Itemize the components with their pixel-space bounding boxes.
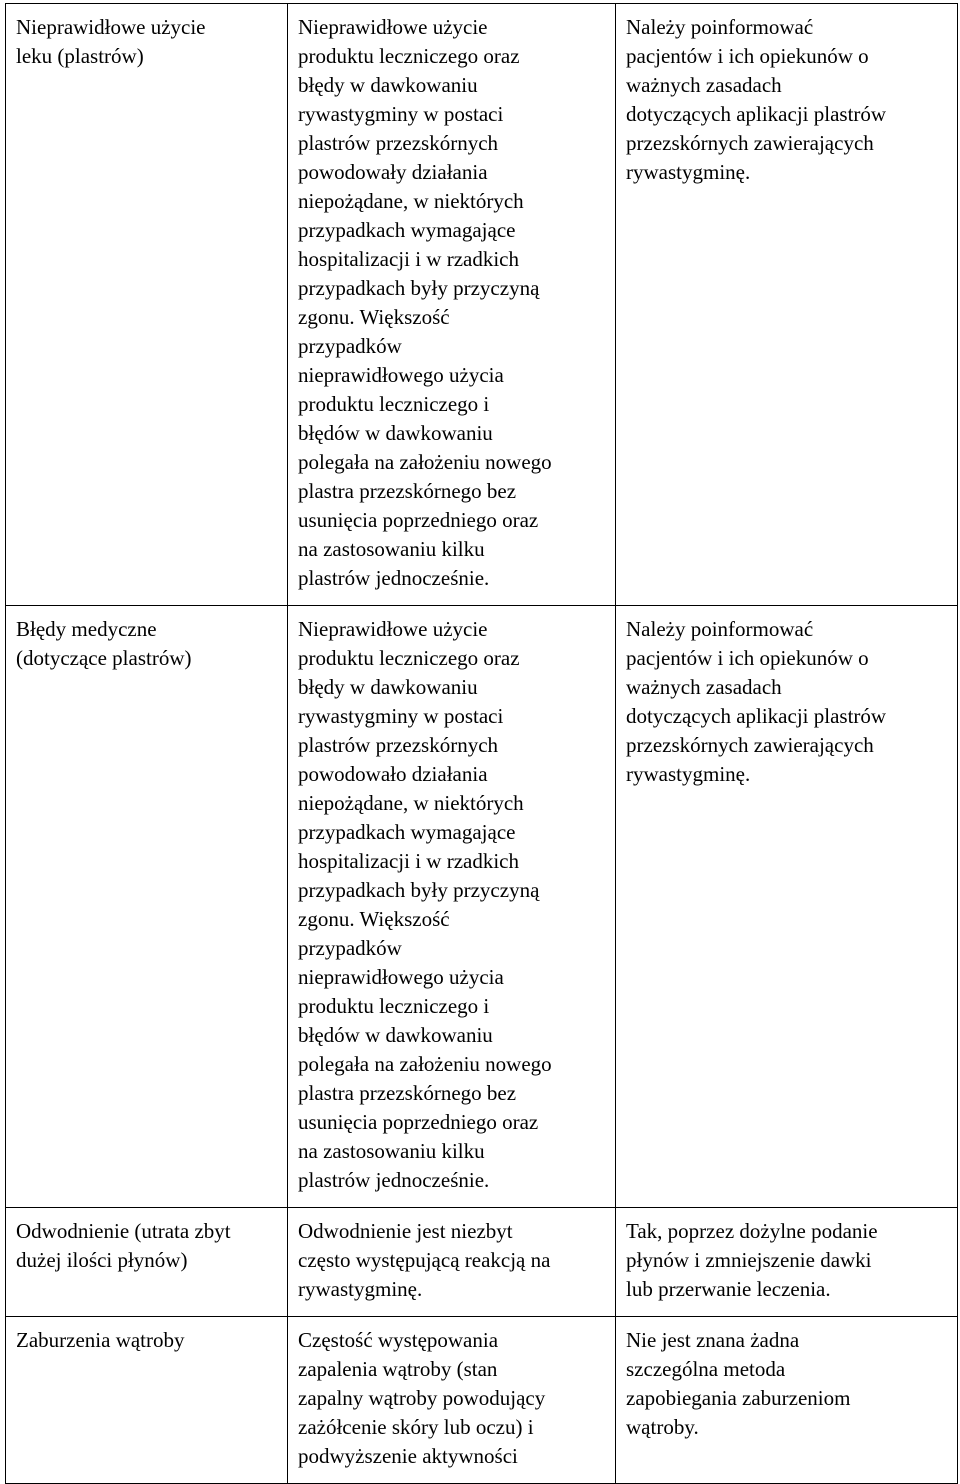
risk-description-cell: Odwodnienie jest niezbyt często występującą reakcją na rywastygminę. (288, 1208, 616, 1317)
table-row (6, 1208, 958, 1317)
risk-term-cell: Odwodnienie (utrata zbyt dużej ilości płynów) (6, 1208, 288, 1317)
table-row (6, 606, 958, 1208)
risk-recommendation-cell: Tak, poprzez dożylne podanie płynów i zmniejszenie dawki lub przerwanie leczenia. (616, 1208, 958, 1317)
risk-description-cell: Nieprawidłowe użycie produktu leczniczego oraz błędy w dawkowaniu rywastygminy w postaci plastrów przezskórnych powodowało działania niepożądane, w niektórych przypadkach wymagające hospitalizacji i w rzadkich przypadkach były przyczyną zgonu. Większość przypadków nieprawidłowego użycia produktu leczniczego i błędów w dawkowaniu polegała na założeniu nowego plastra przezskórnego bez usunięcia poprzedniego oraz na zastosowaniu kilku plastrów jednocześnie. (288, 606, 616, 1208)
risk-description-cell: Nieprawidłowe użycie produktu leczniczego oraz błędy w dawkowaniu rywastygminy w postaci plastrów przezskórnych powodowały działania niepożądane, w niektórych przypadkach wymagające hospitalizacji i w rzadkich przypadkach były przyczyną zgonu. Większość przypadków nieprawidłowego użycia produktu leczniczego i błędów w dawkowaniu polegała na założeniu nowego plastra przezskórnego bez usunięcia poprzedniego oraz na zastosowaniu kilku plastrów jednocześnie. (288, 4, 616, 606)
risk-recommendation-cell: Nie jest znana żadna szczególna metoda zapobiegania zaburzeniom wątroby. (616, 1317, 958, 1484)
risk-term-cell: Nieprawidłowe użycie leku (plastrów) (6, 4, 288, 606)
risk-recommendation-cell: Należy poinformować pacjentów i ich opiekunów o ważnych zasadach dotyczących aplikacji plastrów przezskórnych zawierających rywastygminę. (616, 606, 958, 1208)
table-row (6, 1317, 958, 1484)
risk-term-cell: Błędy medyczne (dotyczące plastrów) (6, 606, 288, 1208)
risk-recommendation-cell: Należy poinformować pacjentów i ich opiekunów o ważnych zasadach dotyczących aplikacji plastrów przezskórnych zawierających rywastygminę. (616, 4, 958, 606)
risk-description-cell: Częstość występowania zapalenia wątroby (stan zapalny wątroby powodujący zażółcenie skóry lub oczu) i podwyższenie aktywności (288, 1317, 616, 1484)
risk-term-cell: Zaburzenia wątroby (6, 1317, 288, 1484)
risk-table (5, 3, 958, 1484)
table-row (6, 4, 958, 606)
